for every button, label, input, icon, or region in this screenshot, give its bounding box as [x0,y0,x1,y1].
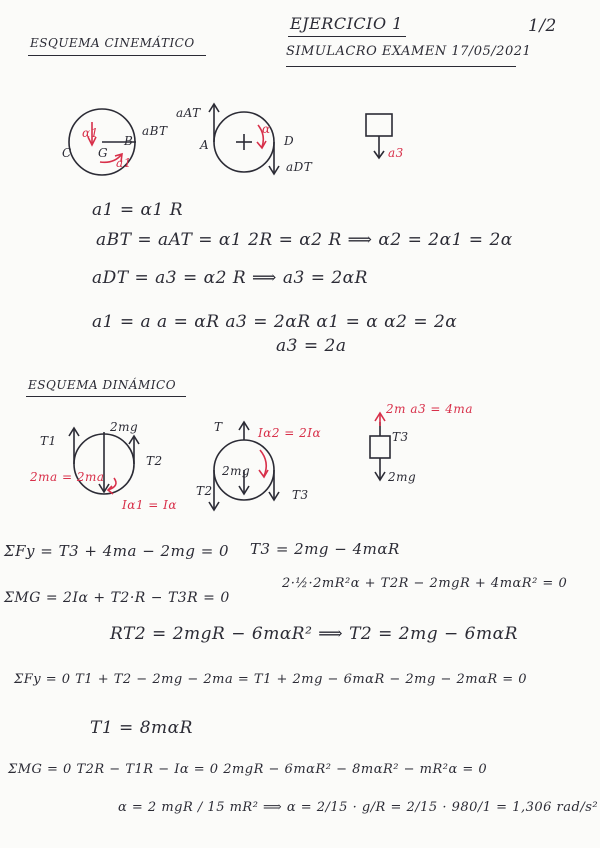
a-at-label: aAT [176,106,201,120]
alpha1-label: α1 [82,126,99,140]
ialpha2-label: Iα2 = 2Iα [258,426,322,440]
dyn-eq-1-left: ΣFy = T3 + 4ma − 2mg = 0 [4,542,230,560]
t-label: T [214,420,223,434]
a1-label: a1 [116,156,132,170]
exercise-title: EJERCICIO 1 [290,14,403,33]
kin-eq-1: a1 = α1 R [92,200,184,220]
dynamic-title: ESQUEMA DINÁMICO [28,378,177,392]
point-b-label: B [124,134,134,148]
point-g-label: G [98,146,109,160]
kin-eq-5: a3 = 2a [276,336,347,356]
2mg-top-label: 2mg [110,420,139,434]
kin-eq-3: aDT = a3 = α2 R ⟹ a3 = 2αR [92,268,368,288]
2mg-block-label: 2mg [388,470,417,484]
ialpha1-label: Iα1 = Iα [122,498,178,512]
kinematic-title: ESQUEMA CINEMÁTICO [30,36,195,50]
t2-mid-label: T2 [196,484,213,498]
dyn-eq-6: ΣMG = 0 T2R − T1R − Iα = 0 2mgR − 6mαR² − 8mαR² − mR²α = 0 [8,762,488,777]
alpha-label: α [262,122,271,136]
2mg-mid-label: 2mg [222,464,251,478]
dyn-eq-2-right: 2·½·2mR²α + T2R − 2mgR + 4mαR² = 0 [282,576,568,591]
kin-eq-4: a1 = a a = αR a3 = 2αR α1 = α α2 = 2α [92,312,458,332]
dyn-eq-5: T1 = 8mαR [90,718,193,738]
exam-subtitle: SIMULACRO EXAMEN 17/05/2021 [286,44,532,59]
t2-left-label: T2 [146,454,163,468]
point-a-label: A [200,138,210,152]
a-bt-label: aBT [142,124,168,138]
a3-label: a3 [388,146,404,160]
dyn-eq-4: ΣFy = 0 T1 + T2 − 2mg − 2ma = T1 + 2mg − 6mαR − 2mg − 2mαR = 0 [14,672,528,687]
t3-mid-label: T3 [292,488,309,502]
ma3-label: 2m a3 = 4ma [386,402,473,416]
dyn-eq-2-left: ΣMG = 2Iα + T2·R − T3R = 0 [4,590,230,606]
inertia-force-label: 2ma = 2ma [30,470,105,484]
page-number: 1/2 [528,16,557,36]
a-dt-label: aDT [286,160,313,174]
point-c-label: C [62,146,72,160]
t3-block-label: T3 [392,430,409,444]
t1-label: T1 [40,434,57,448]
kin-eq-2: aBT = aAT = α1 2R = α2 R ⟹ α2 = 2α1 = 2α [96,230,513,250]
dyn-eq-7: α = 2 mgR / 15 mR² ⟹ α = 2/15 · g/R = 2/15 · 980/1 = 1,306 rad/s² [118,800,599,815]
dyn-eq-1-right: T3 = 2mg − 4mαR [250,540,400,558]
dyn-eq-3: RT2 = 2mgR − 6mαR² ⟹ T2 = 2mg − 6mαR [110,624,518,644]
point-d-label: D [284,134,295,148]
